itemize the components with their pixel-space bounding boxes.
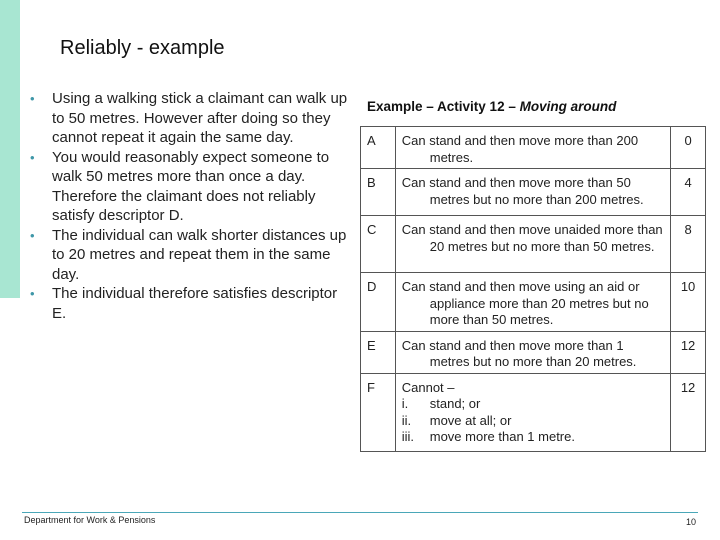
bullet-text: Using a walking stick a claimant can walk up to 50 metres. However after doing so they cannot repeat it again the same day. — [52, 90, 348, 146]
bullet-item — [28, 284, 350, 323]
footer-organisation: Department for Work & Pensions — [24, 515, 156, 525]
descriptor-text — [395, 169, 670, 216]
descriptor-score: 8 — [671, 216, 706, 273]
bullet-item — [28, 89, 350, 148]
bullet-text: The individual can walk shorter distances up to 20 metres and repeat them in the same day. — [52, 226, 347, 283]
accent-bar — [0, 0, 20, 298]
bullet-text: You would reasonably expect someone to walk 50 metres more than once a day. Therefore the claimant does not reliably satisfy descriptor D. — [52, 148, 330, 224]
descriptor-score: 12 — [671, 331, 706, 373]
descriptor-table — [360, 126, 706, 452]
footer-divider — [22, 512, 698, 513]
option-number: i. — [401, 396, 409, 411]
descriptor-text — [395, 216, 670, 273]
descriptor-option — [402, 429, 664, 446]
bullet-icon: • — [30, 227, 35, 243]
descriptor-text — [395, 373, 670, 451]
descriptor-text-content: Can stand and then move more than 50 metres but no more than 200 metres. — [401, 175, 644, 207]
bullet-list — [28, 89, 350, 323]
bullet-icon: • — [30, 149, 35, 165]
descriptor-letter: C — [361, 216, 396, 273]
descriptor-letter: E — [361, 331, 396, 373]
descriptor-letter: D — [361, 273, 396, 332]
table-row — [361, 169, 706, 216]
descriptor-text-content: Can stand and then move using an aid or appliance more than 20 metres but no more than 50 metres. — [401, 279, 649, 327]
descriptor-letter: F — [361, 373, 396, 451]
option-text: move at all; or — [429, 412, 512, 428]
descriptor-score: 10 — [671, 273, 706, 332]
descriptor-score: 12 — [671, 373, 706, 451]
table-row — [361, 373, 706, 451]
descriptor-score: 0 — [671, 127, 706, 169]
option-text: move more than 1 metre. — [429, 429, 575, 444]
example-heading-prefix: Example – Activity 12 – — [367, 99, 516, 114]
descriptor-option — [402, 396, 664, 413]
page-number: 10 — [685, 517, 696, 527]
option-number: iii. — [401, 429, 415, 444]
descriptor-option — [402, 413, 664, 430]
descriptor-intro: Cannot – — [401, 379, 455, 395]
bullet-item — [28, 226, 350, 285]
descriptor-text — [395, 273, 670, 332]
table-row — [361, 216, 706, 273]
option-text: stand; or — [429, 396, 481, 411]
table-row — [361, 331, 706, 373]
descriptor-text — [395, 127, 670, 169]
bullet-text: The individual therefore satisfies descriptor E. — [52, 285, 338, 322]
descriptor-text — [395, 331, 670, 373]
descriptor-letter: A — [361, 127, 396, 169]
bullet-item — [28, 148, 350, 226]
descriptor-letter: B — [361, 169, 396, 216]
bullet-icon: • — [30, 286, 35, 301]
example-heading-activity: Moving around — [519, 99, 617, 114]
descriptor-text-content: Can stand and then move more than 1 metres but no more than 20 metres. — [401, 337, 637, 369]
descriptor-text-content: Can stand and then move more than 200 metres. — [401, 133, 639, 165]
bullet-icon: • — [30, 91, 35, 106]
option-number: ii. — [401, 412, 412, 428]
example-heading — [367, 99, 616, 114]
descriptor-text-content: Can stand and then move unaided more than 20 metres but no more than 50 metres. — [401, 222, 663, 254]
table-row — [361, 273, 706, 332]
slide-title: Reliably - example — [60, 37, 225, 59]
descriptor-score: 4 — [671, 169, 706, 216]
table-row — [361, 127, 706, 169]
